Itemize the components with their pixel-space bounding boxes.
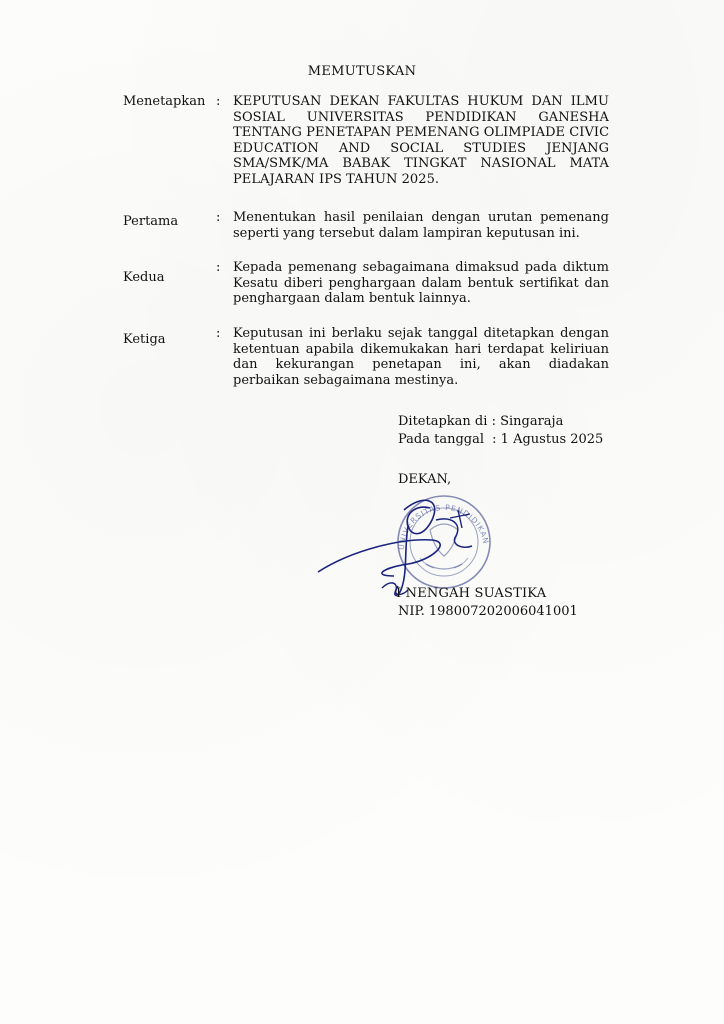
pertama-colon: : (216, 210, 221, 225)
ditetapkan-line (398, 414, 563, 429)
menetapkan-colon: : (216, 94, 221, 109)
ditetapkan-label: Ditetapkan di (398, 414, 488, 429)
decision-heading: MEMUTUSKAN (307, 64, 417, 79)
pertama-label: Pertama (123, 214, 179, 229)
menetapkan-line: EDUCATION AND SOCIAL STUDIES JENJANG (233, 140, 609, 156)
menetapkan-line: PELAJARAN IPS TAHUN 2025. (233, 171, 440, 187)
tanggal-line (398, 432, 603, 447)
kedua-colon: : (216, 260, 221, 275)
ketiga-line: Keputusan ini berlaku sejak tanggal ditetapkan dengan (233, 326, 609, 341)
menetapkan-text (233, 94, 609, 187)
position-title: DEKAN, (398, 472, 452, 487)
menetapkan-line: TENTANG PENETAPAN PEMENANG OLIMPIADE CIVIC (233, 125, 610, 140)
kedua-line: Kepada pemenang sebagaimana dimaksud pada diktum (233, 260, 609, 275)
ditetapkan-value: : Singaraja (491, 414, 564, 429)
signatory-nip: NIP. 198007202006041001 (398, 604, 578, 619)
ketiga-label: Ketiga (123, 332, 166, 347)
pertama-line: Menentukan hasil penilaian dengan urutan pemenang (233, 210, 609, 225)
ketiga-line: dan kekurangan penetapan ini, akan diadakan (233, 357, 609, 373)
ketiga-line: perbaikan sebagaimana mestinya. (233, 372, 459, 388)
tanggal-label: Pada tanggal (398, 432, 485, 447)
menetapkan-line: KEPUTUSAN DEKAN FAKULTAS HUKUM DAN ILMU (233, 94, 609, 109)
pertama-text (233, 210, 609, 241)
kedua-text (233, 260, 609, 307)
menetapkan-label: Menetapkan (123, 94, 206, 109)
menetapkan-line: SOSIAL UNIVERSITAS PENDIDIKAN GANESHA (233, 109, 609, 125)
ketiga-text (233, 326, 609, 388)
ketiga-colon: : (216, 326, 221, 341)
kedua-line: Kesatu diberi penghargaan dalam bentuk sertifikat dan (233, 275, 609, 291)
ketiga-line: ketentuan apabila dikemukakan hari terdapat keliriuan (233, 341, 609, 357)
stamp-text: UNIVERSITAS PENDIDIKAN (396, 502, 491, 551)
tanggal-value: : 1 Agustus 2025 (492, 432, 604, 447)
pertama-line: seperti yang tersebut dalam lampiran keputusan ini. (233, 225, 580, 241)
kedua-label: Kedua (123, 270, 165, 285)
signatory-name: I NENGAH SUASTIKA (396, 586, 547, 601)
kedua-line: penghargaan dalam bentuk lainnya. (233, 291, 471, 307)
menetapkan-line: SMA/SMK/MA BABAK TINGKAT NASIONAL MATA (233, 156, 609, 171)
